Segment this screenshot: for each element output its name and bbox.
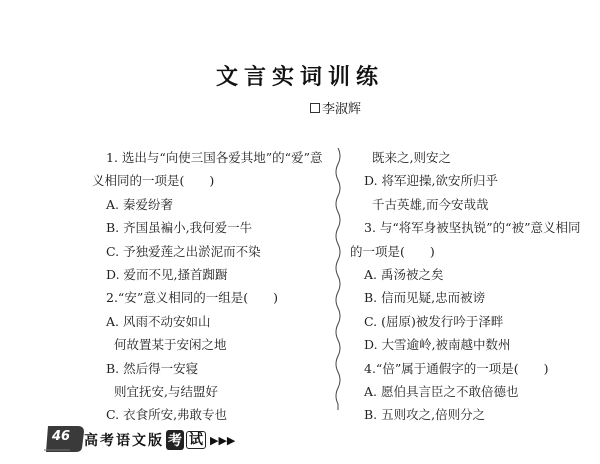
author-line <box>310 98 361 117</box>
page-footer <box>44 424 304 454</box>
option-line: 则宜抚安,与结盟好 <box>114 383 218 399</box>
author-box-icon <box>310 103 320 113</box>
column-divider <box>331 148 345 410</box>
left-column <box>92 146 322 427</box>
option-line: B. 信而见疑,忠而被谤 <box>364 290 486 306</box>
right-column <box>350 146 580 427</box>
option-line: A. 禹汤被之矣 <box>364 266 444 282</box>
option-line: 何故置某于安闲之地 <box>114 337 227 353</box>
option-line: C. 予独爱莲之出淤泥而不染 <box>106 243 261 259</box>
brand-kao-mark: 考 <box>166 430 184 450</box>
page-number: 46 <box>52 429 71 444</box>
option-line: D. 大雪逾岭,被南越中数州 <box>364 337 511 353</box>
option-line: B. 五则攻之,倍则分之 <box>364 407 486 423</box>
brand-shi-mark: 试 <box>186 431 206 449</box>
option-line: A. 秦爱纷奢 <box>106 196 173 212</box>
option-line: 千古英雄,而今安哉哉 <box>372 196 489 212</box>
arrow-icon: ▶▶▶ <box>210 433 236 447</box>
question-line: 4.“倍”属于通假字的一项是( ) <box>364 360 549 376</box>
article-title: 文言实词训练 <box>215 65 384 90</box>
option-line: D. 将军迎操,欲安所归乎 <box>364 173 498 189</box>
question-line: 的一项是( ) <box>350 243 435 259</box>
option-line: A. 风雨不动安如山 <box>106 313 211 329</box>
question-line: 2.“安”意义相同的一组是( ) <box>106 290 278 306</box>
question-line: 义相同的一项是( ) <box>92 173 215 189</box>
brand-text: 高考语文版 <box>84 433 164 449</box>
option-line: 既来之,则安之 <box>372 150 451 165</box>
option-line: B. 然后得一安寝 <box>106 360 199 376</box>
option-line: A. 愿伯具言臣之不敢倍德也 <box>364 383 519 399</box>
option-line: C. (屈原)被发行吟于泽畔 <box>364 313 504 329</box>
option-line: C. 衣食所安,弗敢专也 <box>106 407 228 423</box>
author-name: 李淑辉 <box>322 102 362 117</box>
question-line: 1. 选出与“向使三国各爱其地”的“爱”意 <box>106 150 323 165</box>
option-line: D. 爱而不见,搔首踟蹰 <box>106 266 228 282</box>
publication-brand <box>84 430 235 450</box>
question-line: 3. 与“将军身被坚执锐”的“被”意义相同 <box>364 220 581 236</box>
option-line: B. 齐国虽褊小,我何爱一牛 <box>106 220 253 236</box>
